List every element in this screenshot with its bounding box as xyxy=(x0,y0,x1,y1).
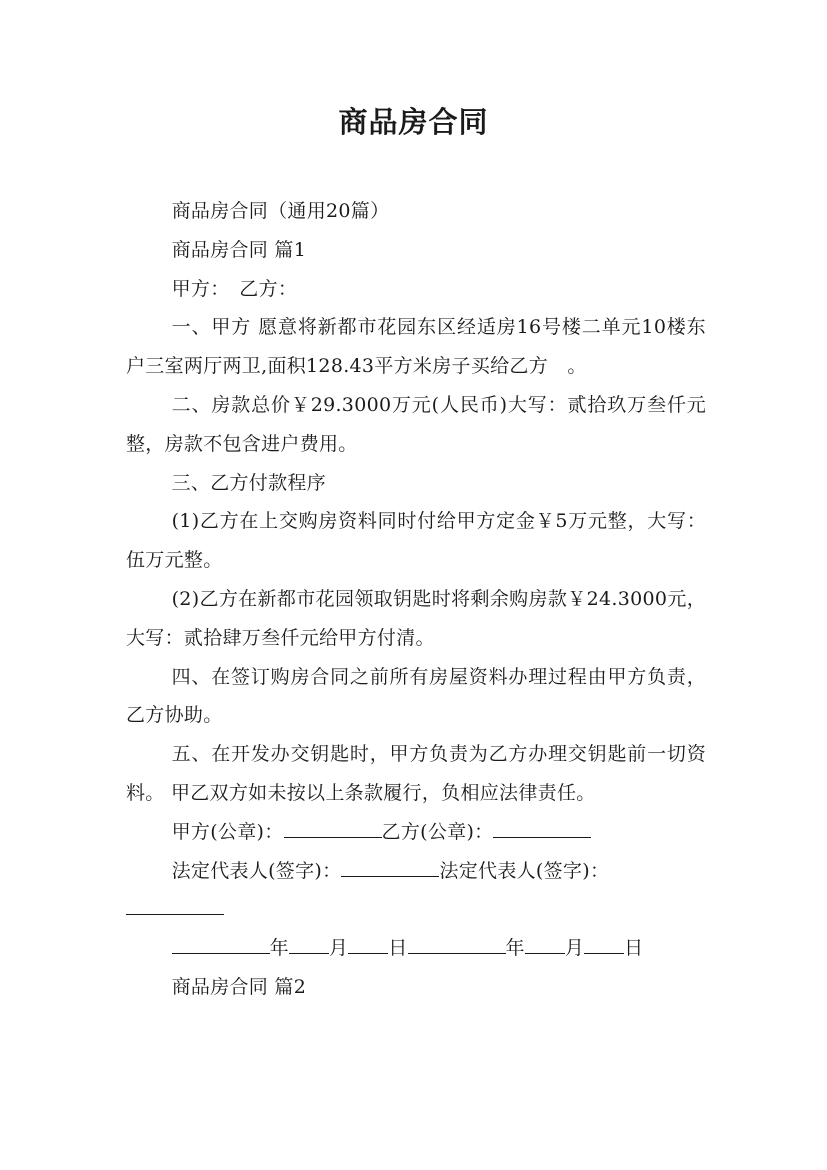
date-b-month-label: 月 xyxy=(564,937,585,960)
representative-line-cont xyxy=(126,890,706,929)
clause-2: 二、房款总价￥29.3000万元(人民币)大写：贰拾玖万叁仟元整，房款不包含进户费用。 xyxy=(126,393,706,455)
clause-3-2: (2)乙方在新都市花园领取钥匙时将剩余购房款￥24.3000元，大写：贰拾肆万叁仟元给甲方付清。 xyxy=(126,587,706,649)
section-heading-2: 商品房合同 篇2 xyxy=(171,975,307,998)
section-heading-1: 商品房合同 篇1 xyxy=(171,238,307,261)
rep-party-b-blank xyxy=(126,894,224,915)
clause-1: 一、甲方 愿意将新都市花园东区经适房16号楼二单元10楼东户三室两厅两卫,面积128.43平方米房子买给乙方 。 xyxy=(126,316,706,378)
clause-4: 四、在签订购房合同之前所有房屋资料办理过程由甲方负责，乙方协助。 xyxy=(126,665,706,727)
seal-party-a-blank xyxy=(284,817,382,838)
seal-party-b-label: 乙方(公章)： xyxy=(381,820,494,843)
seal-party-b-blank xyxy=(493,817,591,838)
document-body xyxy=(126,192,706,1007)
rep-party-b-label: 法定代表人(签字)： xyxy=(439,859,610,882)
document-subtitle: 商品房合同（通用20篇） xyxy=(171,200,390,222)
date-line xyxy=(126,929,706,968)
date-a-day-label: 日 xyxy=(388,937,408,960)
date-b-day-label: 日 xyxy=(624,937,644,960)
rep-party-a-blank xyxy=(341,856,439,877)
date-b-month-blank xyxy=(525,933,565,954)
date-a-year-blank xyxy=(172,933,270,954)
date-b-year-label: 年 xyxy=(505,937,525,960)
date-a-year-label: 年 xyxy=(269,937,289,960)
clause-3-1: (1)乙方在上交购房资料同时付给甲方定金￥5万元整，大写：伍万元整。 xyxy=(126,510,706,572)
representative-line xyxy=(126,852,706,891)
rep-party-a-label: 法定代表人(签字)： xyxy=(171,859,342,882)
clause-5: 五、在开发办交钥匙时，甲方负责为乙方办理交钥匙前一切资料。 甲乙双方如未按以上条款履行，负相应法律责任。 xyxy=(126,743,706,804)
parties-line: 甲方： 乙方： xyxy=(171,277,298,300)
date-a-month-label: 月 xyxy=(328,937,349,960)
date-a-month-blank xyxy=(289,933,329,954)
date-a-day-blank xyxy=(348,933,388,954)
document-title: 商品房合同 xyxy=(338,105,489,139)
date-b-day-blank xyxy=(584,933,624,954)
clause-3: 三、乙方付款程序 xyxy=(171,471,326,494)
seal-line xyxy=(126,813,706,852)
date-b-year-blank xyxy=(408,933,506,954)
seal-party-a-label: 甲方(公章)： xyxy=(171,820,284,843)
